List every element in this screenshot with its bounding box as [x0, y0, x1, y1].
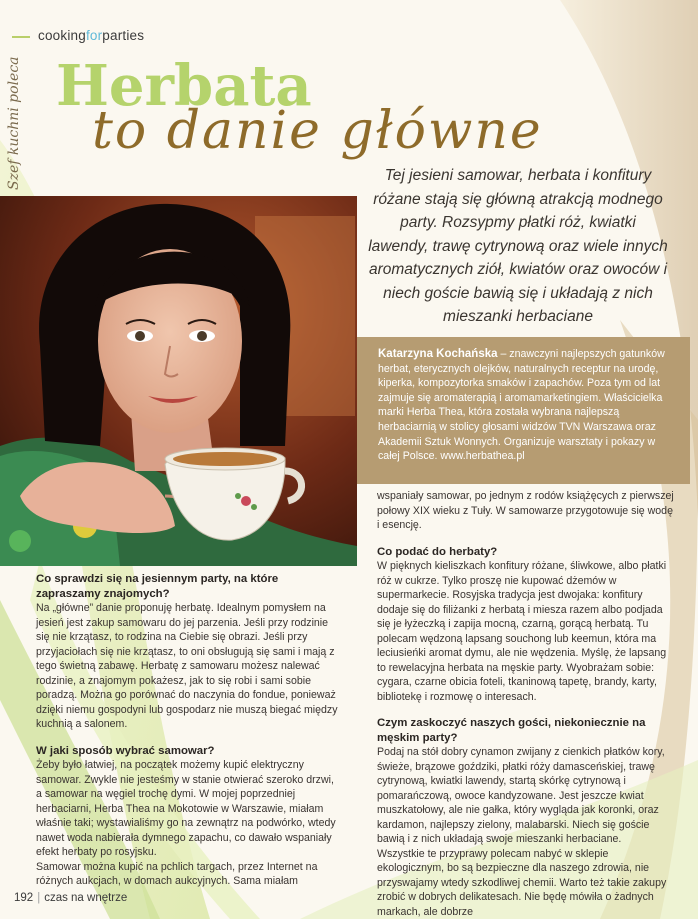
bio-text: – znawczyni najlepszych gatunków herbat, eterycznych olejków, naturalnych receptur na urodę, kiperka, kompozytorka smaków i zapachów. Poza tym od lat zajmuje się aromaterapią i aromamarketingiem. Właścicielka marki Herba Thea, która została wybrana najlepszą herbaciarnią w stolicy głosami widzów TVN Warszawa oraz Akademii Sztuk Wonnych. Organizuje warsztaty i pokazy w całej Polsce. www.herbathea.pl [378, 348, 665, 463]
section-name: cookingforparties [38, 28, 145, 43]
question-heading: W jaki sposób wybrać samowar? [36, 744, 215, 757]
answer-paragraph: Żeby było łatwiej, na początek możemy kupić elektryczny samowar. Zwykle nie jesteśmy w stanie otwierać szeroko drzwi, a samowar na węgiel trochę dymi. W mojej poprzedniej herbaciarni, Herba Thea na Mokotowie w Warszawie, miałam właśnie taki; wystawialiśmy go na zewnątrz na podwórko, wtedy nawet woda nabierała dymnego zapachu, co dawało wspaniały efekt herbaty po rosyjsku. [36, 759, 336, 858]
title-line-2: to danie główne [92, 101, 543, 161]
answer-paragraph: wspaniały samowar, po jednym z rodów książęcych z pierwszej połowy XIX wieku z Tuły. W samowarze przygotowuje się wodę i esencję. [377, 490, 674, 531]
section-rule [12, 36, 30, 38]
portrait-photo [0, 196, 357, 566]
magazine-name: czas na wnętrze [44, 892, 128, 904]
page-number: 192 [14, 892, 34, 904]
lead-paragraph: Tej jesieni samowar, herbata i konfitury różane stają się główną atrakcją modnego party. Rozsypmy płatki róż, kwiatki lawendy, trawę cytrynową oraz wiele innych aromatycznych ziół, kwiatów oraz owoców i niech goście bawią się i układają z nich mieszanki herbaciane [368, 167, 668, 325]
title-line-1: Herbata [56, 53, 312, 119]
right-column [377, 489, 674, 919]
bio-name: Katarzyna Kochańska [378, 348, 498, 360]
left-column [36, 572, 341, 889]
answer-paragraph: Na „główne” danie proponuję herbatę. Idealnym pomysłem na jesień jest zakup samowaru do jej parzenia. Jeśli przy rodzinie się nie krzątasz, to rodzina na Ciebie się obrazi. Jeśli przy przyjaciołach się nie krzątasz, to oni obsługują się sami i mają z tego świetną zabawę. Herbatę z samowaru możesz nalewać rodzinie, a znajomym pokażesz, jak to się robi i sami sobie poradzą. Można go porównać do naczynia do fondue, ponieważ dzięki niemu gospodyni lub gospodarz nie muszą biegać między kuchnią a salonem. [36, 602, 338, 730]
answer-paragraph: Wszystkie te przyprawy polecam nabyć w sklepie ekologicznym, bo są bezpieczne dla naszego zdrowia, nie przyswajamy wtedy szkodliwej chemii. Warto też takie zakupy zrobić w dobrych delikatesach. Nie będę mówiła o żadnych markach, ale dobrze [377, 847, 667, 918]
answer-paragraph: W pięknych kieliszkach konfitury różane, śliwkowe, albo płatki róż w cukrze. Tylko proszę nie kupować dżemów w supermarkecie. Rosyjska tradycja jest dwojaka: konfitury dodaje się do filiżanki z herbatą i miesza razem albo podjada się je łyżeczką i zapija mocną, czarną, gorącą herbatą. Tu polecam wędzoną lapsang souchong lub keemun, która ma leciusieńki aromat dymu, ale nie wędzenia. Myślę, że lapsang to rewelacyjna herbata na męskie party. Wyobrażam sobie: cygara, czarne obicia foteli, tkaninową tapetę, brandy, karty, bibliotekę i rozmowę o interesach. [377, 560, 667, 703]
vertical-kicker: Szef kuchni poleca [6, 56, 22, 190]
question-heading: Czym zaskoczyć naszych gości, niekoniecznie na męskim party? [377, 717, 646, 744]
answer-paragraph: Samowar można kupić na pchlich targach, przez Internet na różnych aukcjach, w domach aukcyjnych. Sama miałam [36, 860, 318, 887]
answer-paragraph: Podaj na stół dobry cynamon zwijany z cienkich płatków kory, świeże, brązowe goździki, płatki róży damasceńskiej, trawę cytrynową, kwiatki lawendy, startą skórkę cytrynową i pomarańczową, owoce kandyzowane. Jest jeszcze kwiat muszkatołowy, ale nie gałka, który wygląda jak koronki, oraz kardamon, najlepszy zielony, malabarski. Niech się goście bawią i z nich układają swoje mieszanki herbaciane. [377, 746, 665, 845]
question-heading: Co podać do herbaty? [377, 545, 498, 558]
question-heading: Co sprawdzi się na jesiennym party, na które zapraszamy znajomych? [36, 573, 279, 600]
author-bio-box [357, 337, 690, 484]
page-folio: 192 | czas na wnętrze [14, 892, 128, 904]
